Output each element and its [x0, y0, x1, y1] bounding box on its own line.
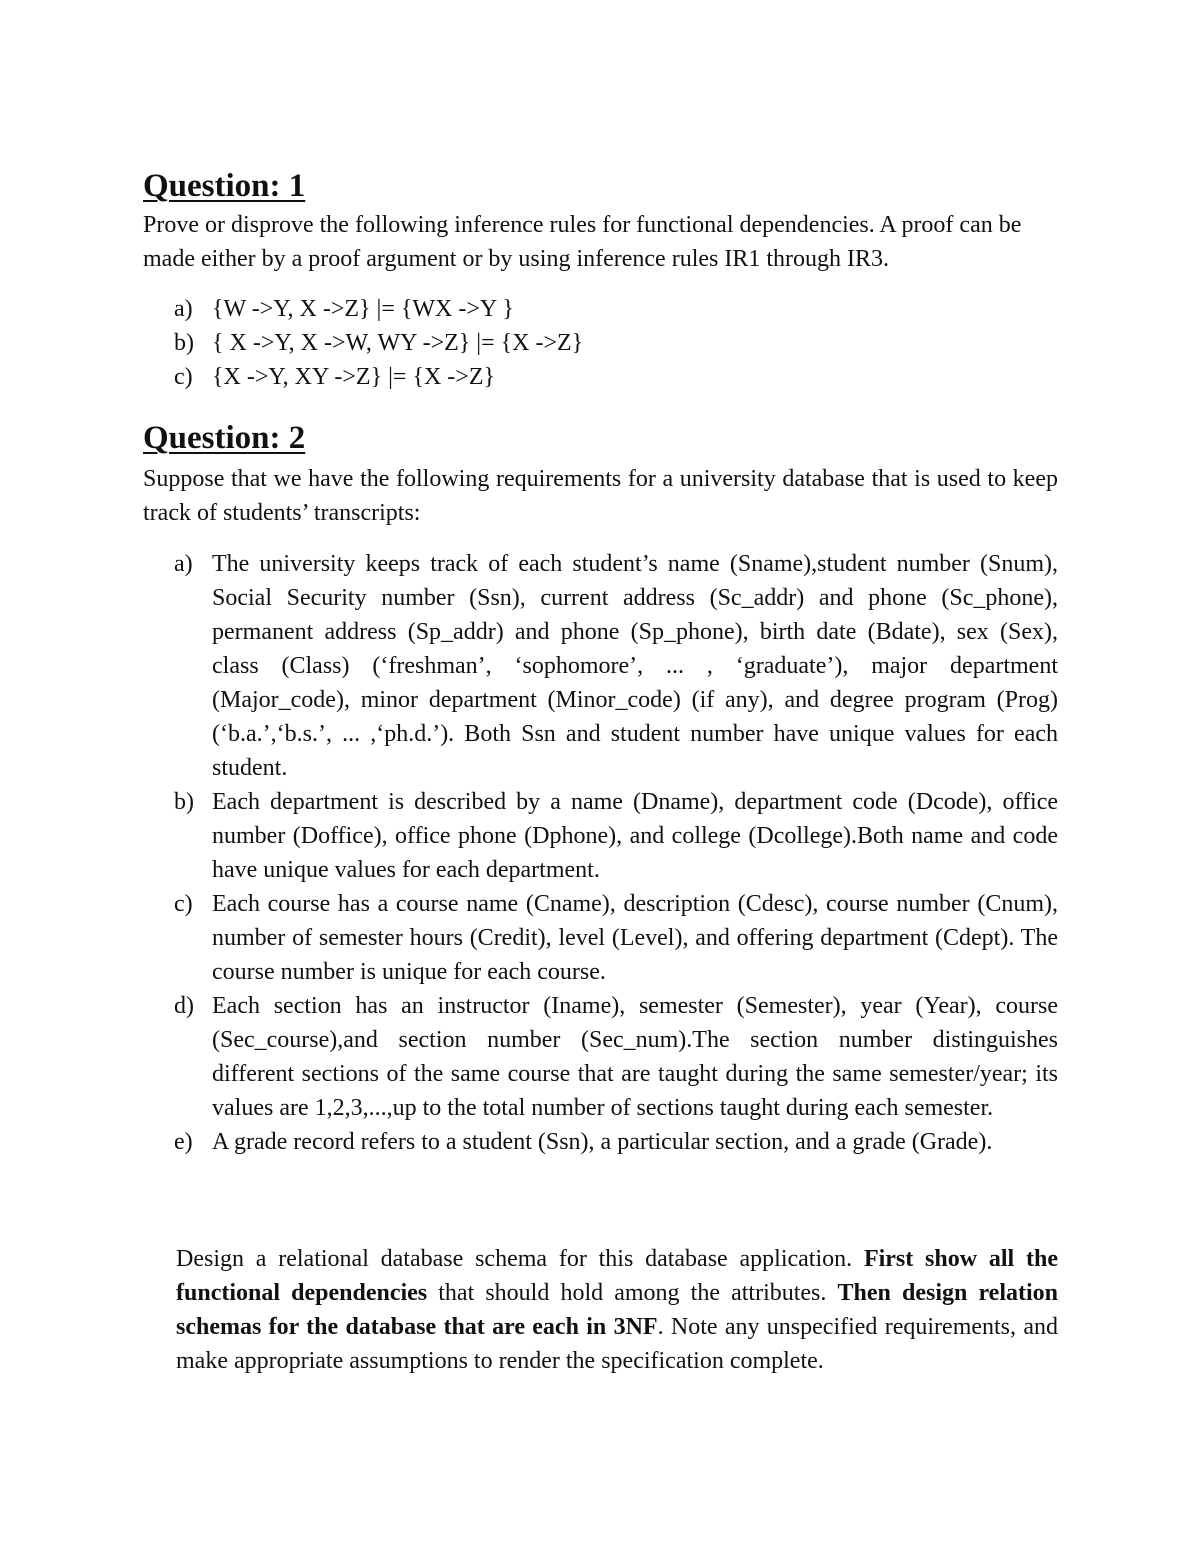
list-item — [174, 360, 1054, 394]
list-item — [174, 326, 1054, 360]
item-text: Each section has an instructor (Iname), semester (Semester), year (Year), course (Sec_course),and section number (Sec_num).The section number distinguishes different sections of the same course that are taught during the same semester/year; its values are 1,2,3,...,up to the total number of sections taught during each semester. — [212, 993, 1058, 1121]
item-marker: b) — [174, 330, 194, 356]
list-item — [174, 887, 1058, 989]
item-text: Each course has a course name (Cname), description (Cdesc), course number (Cnum), number of semester hours (Credit), level (Level), and offering department (Cdept). The course number is unique for each course. — [212, 891, 1058, 985]
question-1-heading: Question: 1 — [143, 168, 306, 204]
item-marker: d) — [174, 993, 194, 1019]
item-marker: b) — [174, 789, 194, 815]
design-text-3: . Note any unspecified requirements, and make appropriate assumptions to render the specification complete. — [176, 1314, 1058, 1374]
list-item — [174, 1125, 1058, 1159]
item-text: {W ->Y, X ->Z} |= {WX ->Y } — [212, 296, 514, 322]
design-text-1: Design a relational database schema for this database application. — [176, 1246, 864, 1272]
list-item — [174, 292, 1054, 326]
question-1-intro: Prove or disprove the following inference rules for functional dependencies. A proof can be made either by a proof argument or by using inference rules IR1 through IR3. — [143, 212, 1022, 272]
question-1-list — [174, 292, 1054, 394]
list-item — [174, 785, 1058, 887]
design-emphasis-2: Then design relation schemas for the database that are each in 3NF — [176, 1280, 1058, 1340]
item-marker: e) — [174, 1129, 193, 1155]
item-marker: c) — [174, 364, 193, 390]
item-text: {X ->Y, XY ->Z} |= {X ->Z} — [212, 364, 495, 390]
list-item — [174, 989, 1058, 1125]
item-marker: c) — [174, 891, 193, 917]
item-text: { X ->Y, X ->W, WY ->Z} |= {X ->Z} — [212, 330, 584, 356]
item-text: A grade record refers to a student (Ssn), a particular section, and a grade (Grade). — [212, 1129, 993, 1155]
question-2-list — [174, 547, 1058, 1159]
list-item — [174, 547, 1058, 785]
question-2-heading: Question: 2 — [143, 420, 306, 456]
item-marker: a) — [174, 296, 193, 322]
question-2-intro: Suppose that we have the following requirements for a university database that is used to keep track of students’ transcripts: — [143, 466, 1058, 526]
design-instructions — [176, 1242, 1058, 1378]
design-text-2: that should hold among the attributes. — [427, 1280, 838, 1306]
design-emphasis-1: First show all the functional dependencies — [176, 1246, 1058, 1306]
item-marker: a) — [174, 551, 193, 577]
item-text: Each department is described by a name (Dname), department code (Dcode), office number (Doffice), office phone (Dphone), and college (Dcollege).Both name and code have unique values for each department. — [212, 789, 1058, 883]
item-text: The university keeps track of each student’s name (Sname),student number (Snum), Social Security number (Ssn), current address (Sc_addr) and phone (Sc_phone), permanent address (Sp_addr) and phone (Sp_phone), birth date (Bdate), sex (Sex), class (Class) (‘freshman’, ‘sophomore’, ... , ‘graduate’), major department (Major_code), minor department (Minor_code) (if any), and degree program (Prog) (‘b.a.’,‘b.s.’, ... ,‘ph.d.’). Both Ssn and student number have unique values for each student. — [212, 551, 1058, 781]
